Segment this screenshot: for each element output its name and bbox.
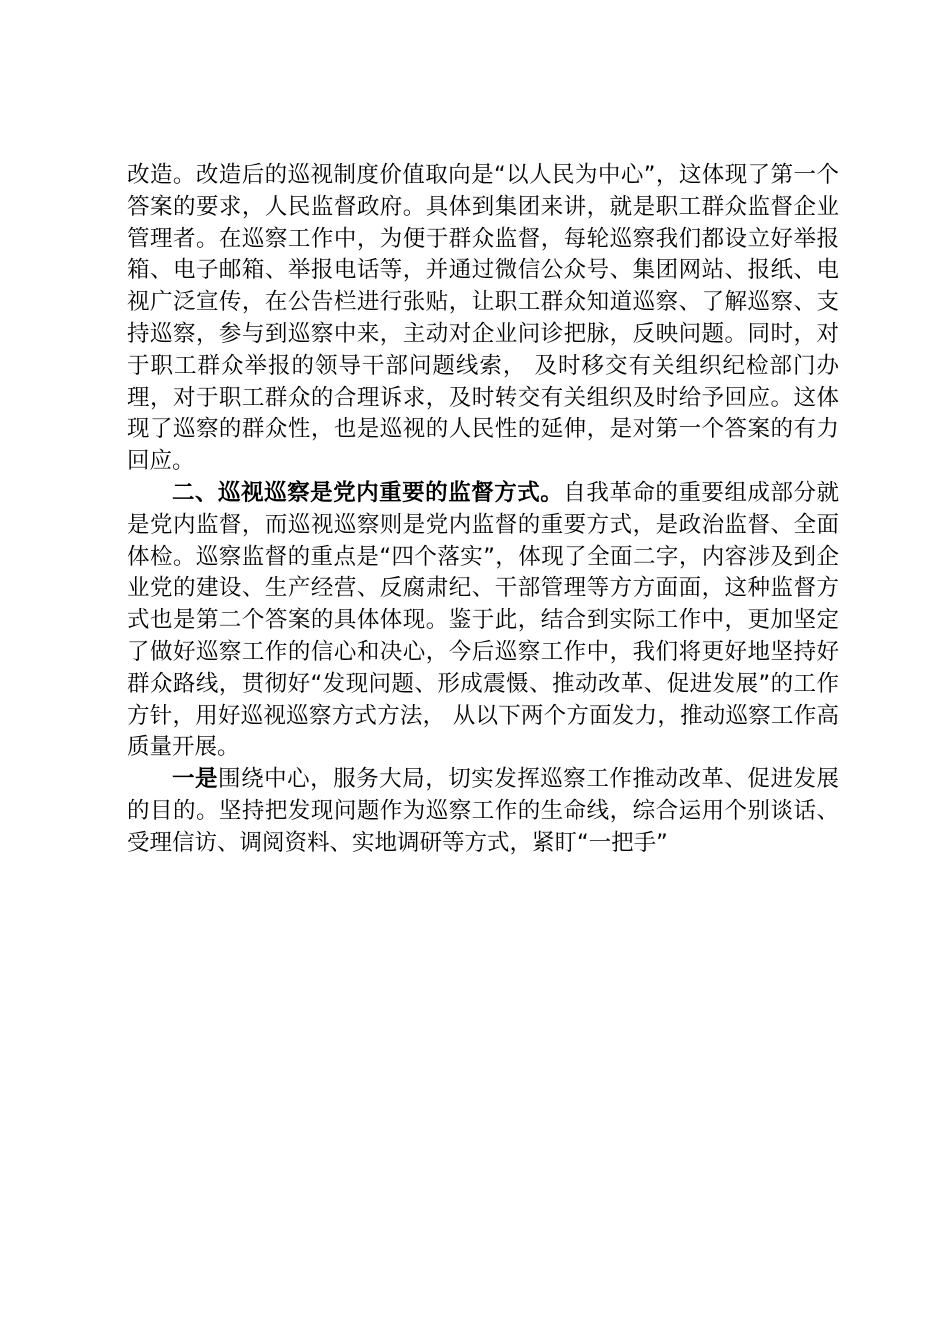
paragraph-continuation	[127, 160, 839, 478]
paragraph-1-text: 改造。改造后的巡视制度价值取向是“以人民为中心”，这体现了第一个答案的要求，人民监督政府。具体到集团来讲，就是职工群众监督企业管理者。在巡察工作中，为便于群众监督，每轮巡察我们都设立好举报箱、电子邮箱、举报电话等，并通过微信公众号、集团网站、报纸、电视广泛宣传，在公告栏进行张贴，让职工群众知道巡察、了解巡察、支持巡察，参与到巡察中来，主动对企业问诊把脉，反映问题。同时，对于职工群众举报的领导干部问题线索， 及时移交有关组织纪检部门办理，对于职工群众的合理诉求，及时转交有关组织及时给予回应。这体现了巡察的群众性，也是巡视的人民性的延伸，是对第一个答案的有力回应。	[127, 162, 839, 475]
paragraph-2-text: 自我革命的重要组成部分就是党内监督，而巡视巡察则是党内监督的重要方式，是政治监督、全面体检。巡察监督的重点是“四个落实”，体现了全面二字，内容涉及到企业党的建设、生产经营、反腐肃纪、干部管理等方方面面，这种监督方式也是第二个答案的具体体现。鉴于此，结合到实际工作中，更加坚定了做好巡察工作的信心和决心，今后巡察工作中，我们将更好地坚持好群众路线，贯彻好“发现问题、形成震慑、推动改革、促进发展”的工作方针，用好巡视巡察方式方法， 从以下两个方面发力，推动巡察工作高质量开展。	[127, 479, 839, 761]
paragraph-section-two	[127, 478, 839, 764]
paragraph-point-one	[127, 764, 839, 859]
paragraph-3-text: 围绕中心，服务大局，切实发挥巡察工作推动改革、促进发展的目的。坚持把发现问题作为巡察工作的生命线，综合运用个别谈话、受理信访、调阅资料、实地调研等方式，紧盯“一把手”	[127, 766, 839, 856]
point-one-heading: 一是	[172, 766, 219, 793]
document-body	[127, 160, 839, 860]
section-two-heading: 二、巡视巡察是党内重要的监督方式。	[172, 479, 564, 506]
